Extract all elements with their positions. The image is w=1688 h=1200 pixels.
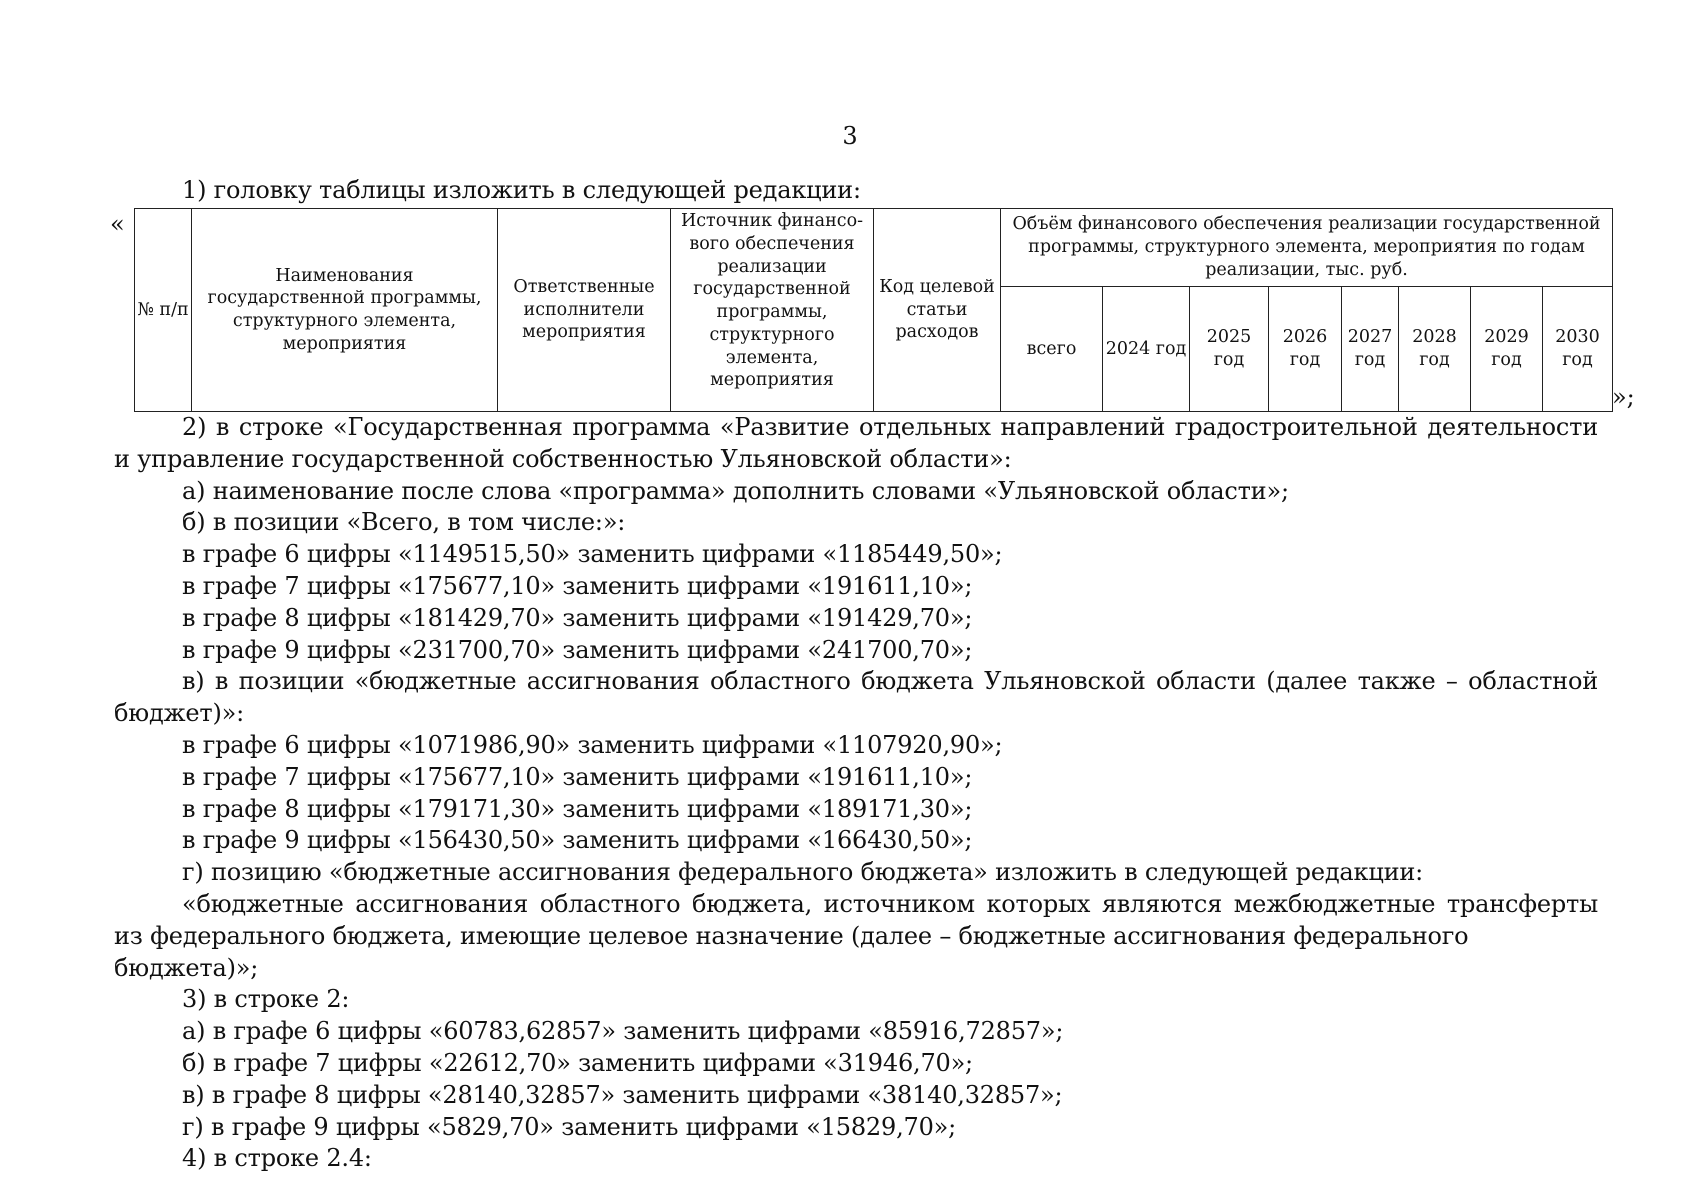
paragraph: 3) в строке 2:	[182, 985, 350, 1014]
paragraph: в графе 6 цифры «1071986,90» заменить цифрами «1107920,90»;	[182, 730, 1003, 759]
col-year-header: 2030 год	[1543, 287, 1613, 412]
col-executors-header: Ответственные исполнители мероприятия	[498, 209, 671, 412]
paragraph: в) в позиции «бюджетные ассигнования областного бюджета Ульяновской области (далее также – областной	[182, 667, 1598, 696]
paragraph: в графе 8 цифры «179171,30» заменить цифрами «189171,30»;	[182, 794, 973, 823]
paragraph: и управление государственной собственностью Ульяновской области»:	[114, 444, 1012, 473]
document-body	[114, 412, 1598, 1175]
page-number: 3	[842, 122, 858, 150]
quote-open: «	[110, 210, 125, 238]
paragraph: 2) в строке «Государственная программа «Развитие отдельных направлений градостроительной деятельности	[182, 413, 1598, 441]
col-year-header: 2029 год	[1471, 287, 1543, 412]
col-number-header: № п/п	[135, 209, 192, 412]
paragraph: в графе 8 цифры «181429,70» заменить цифрами «191429,70»;	[182, 603, 973, 632]
col-year-header: 2025 год	[1190, 287, 1269, 412]
paragraph: б) в графе 7 цифры «22612,70» заменить цифрами «31946,70»;	[182, 1048, 973, 1077]
col-name-header: Наименования государственной программы, структурного элемента, мероприятия	[192, 209, 498, 412]
col-total-header: всего	[1001, 287, 1103, 412]
paragraph: а) в графе 6 цифры «60783,62857» заменить цифрами «85916,72857»;	[182, 1017, 1064, 1046]
paragraph: в графе 9 цифры «156430,50» заменить цифрами «166430,50»;	[182, 826, 973, 855]
col-year-header: 2028 год	[1399, 287, 1471, 412]
col-volume-header: Объём финансового обеспечения реализации государственной программы, структурного элемента, мероприятия по годам реализации, тыс. руб.	[1001, 209, 1613, 287]
paragraph: а) наименование после слова «программа» дополнить словами «Ульяновской области»;	[182, 476, 1289, 505]
quote-close: »;	[1612, 383, 1635, 411]
paragraph: в графе 7 цифры «175677,10» заменить цифрами «191611,10»;	[182, 571, 973, 600]
intro-line: 1) головку таблицы изложить в следующей редакции:	[182, 176, 861, 204]
paragraph: в графе 9 цифры «231700,70» заменить цифрами «241700,70»;	[182, 635, 973, 664]
col-year-header: 2026 год	[1269, 287, 1342, 412]
paragraph: из федерального бюджета, имеющие целевое назначение (далее – бюджетные ассигнования федерального бюджета)»;	[114, 921, 1469, 982]
col-year-header: 2027 год	[1342, 287, 1399, 412]
paragraph: б) в позиции «Всего, в том числе:»:	[182, 508, 626, 537]
paragraph: в графе 7 цифры «175677,10» заменить цифрами «191611,10»;	[182, 762, 973, 791]
paragraph: в) в графе 8 цифры «28140,32857» заменить цифрами «38140,32857»;	[182, 1080, 1063, 1109]
paragraph: бюджет)»:	[114, 699, 245, 728]
col-year-header: 2024 год	[1103, 287, 1190, 412]
col-code-header: Код целевой статьи расходов	[874, 209, 1001, 412]
table-header-block	[134, 208, 1613, 412]
paragraph: «бюджетные ассигнования областного бюджета, источником которых являются межбюджетные трансферты	[182, 889, 1598, 918]
paragraph: г) в графе 9 цифры «5829,70» заменить цифрами «15829,70»;	[182, 1112, 957, 1141]
col-source-header: Источник финансо-вого обеспечения реализации государственной программы, структурного элемента, мероприятия	[671, 209, 874, 412]
paragraph: 4) в строке 2.4:	[182, 1144, 372, 1173]
paragraph: г) позицию «бюджетные ассигнования федерального бюджета» изложить в следующей редакции:	[182, 858, 1424, 887]
paragraph: в графе 6 цифры «1149515,50» заменить цифрами «1185449,50»;	[182, 540, 1003, 569]
